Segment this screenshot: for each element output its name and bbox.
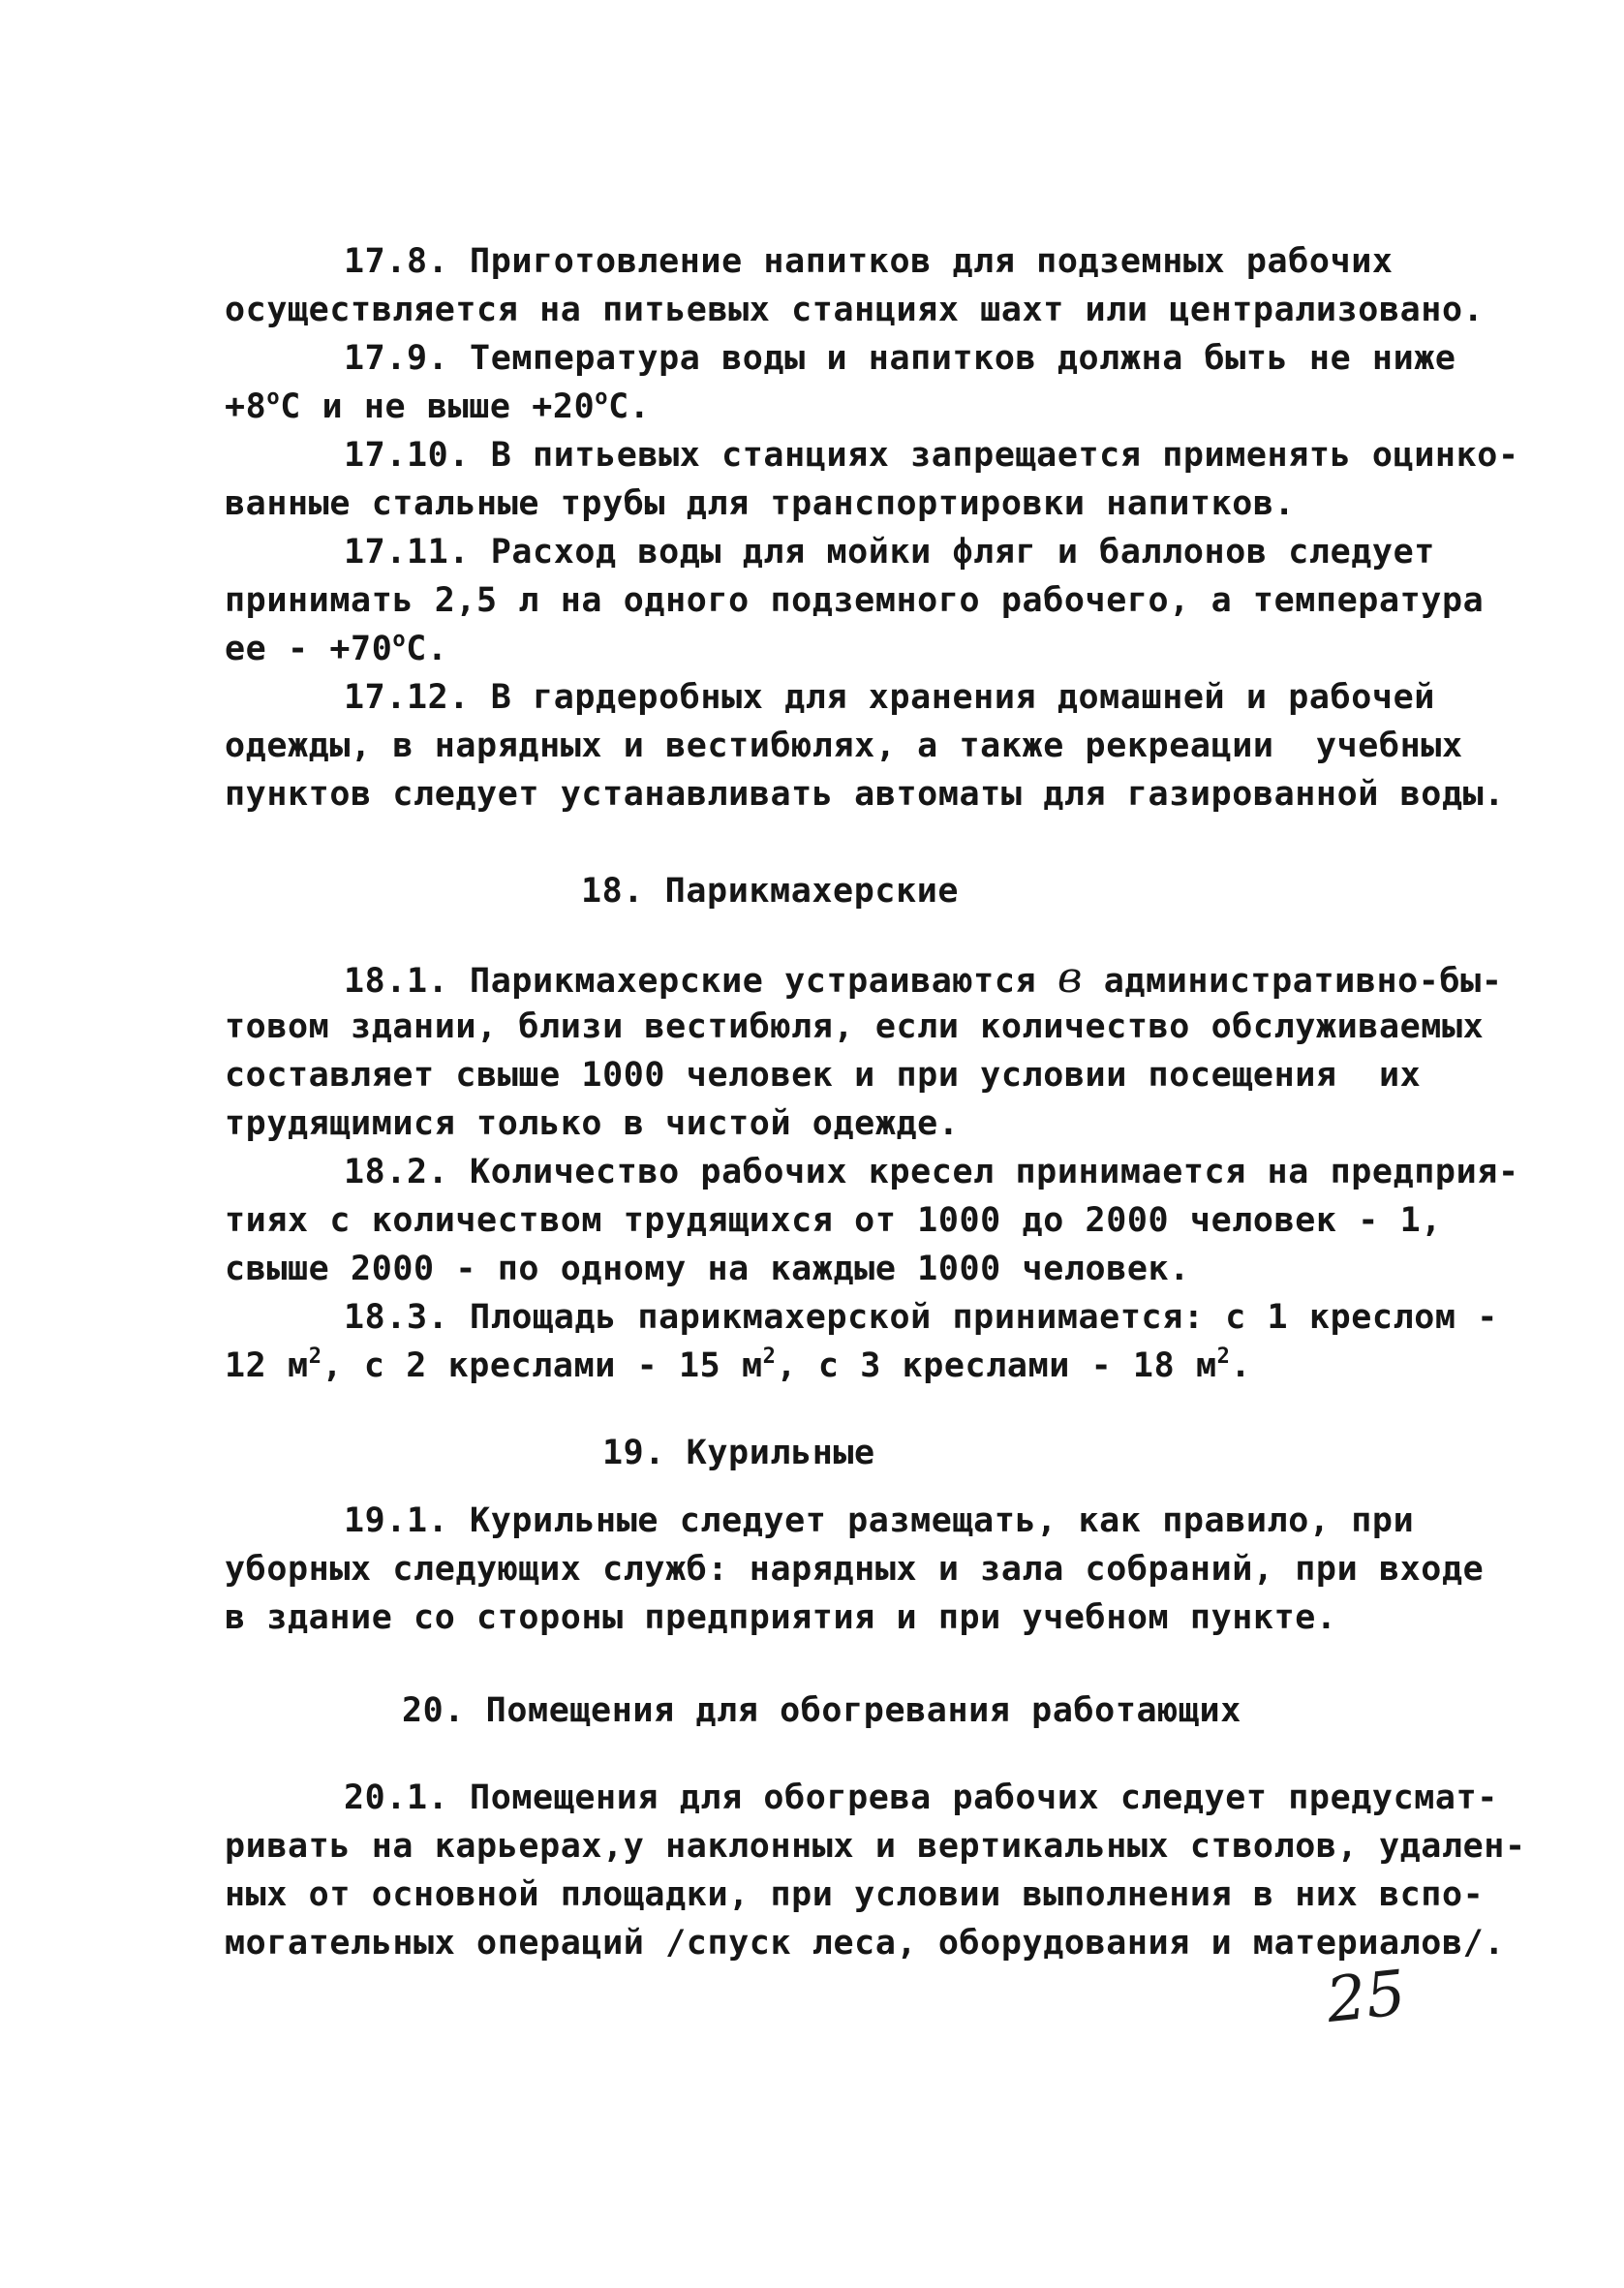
- para-18-2-line-1: 18.2. Количество рабочих кресел принимается на предприя-: [344, 1153, 1519, 1191]
- squared-sign: 2: [308, 1345, 322, 1369]
- temp-end: C.: [406, 630, 448, 668]
- para-17-8-line-2: осуществляется на питьевых станциях шахт или централизовано.: [225, 291, 1485, 329]
- section-heading-20: 20. Помещения для обогревания работающих: [402, 1691, 1241, 1730]
- para-18-3-line-2: [225, 1343, 1251, 1389]
- para-20-1-line-1: 20.1. Помещения для обогрева рабочих следует предусмат-: [344, 1778, 1498, 1817]
- temp-text: ее - +70: [225, 630, 393, 668]
- para-17-11-line-3: [225, 626, 448, 672]
- degree-sign: o: [392, 628, 407, 652]
- para-17-12-line-1: 17.12. В гардеробных для хранения домашней и рабочей: [344, 678, 1435, 717]
- para-17-12-line-2: одежды, в нарядных и вестибюлях, а также рекреации учебных: [225, 727, 1463, 765]
- area-end: .: [1230, 1346, 1252, 1385]
- temp-text: C и не выше +20: [280, 387, 596, 426]
- para-18-1-text-a: 18.1. Парикмахерские устраиваются: [344, 962, 1057, 1001]
- para-18-2-line-2: тиях с количеством трудящихся от 1000 до 2000 человек - 1,: [225, 1201, 1442, 1240]
- para-20-1-line-2: ривать на карьерах,у наклонных и вертикальных стволов, удален-: [225, 1827, 1526, 1866]
- section-heading-18: 18. Парикмахерские: [581, 872, 960, 911]
- squared-sign: 2: [1216, 1345, 1231, 1369]
- handwritten-correction: в: [1057, 953, 1084, 1003]
- para-19-1-line-2: уборных следующих служб: нарядных и зала собраний, при входе: [225, 1550, 1485, 1589]
- para-17-12-line-3: пунктов следует устанавливать автоматы для газированной воды.: [225, 775, 1505, 814]
- area-text: 12 м: [225, 1346, 309, 1385]
- para-18-1-line-3: составляет свыше 1000 человек и при условии посещения их: [225, 1056, 1422, 1095]
- para-20-1-line-3: ных от основной площадки, при условии выполнения в них вспо-: [225, 1875, 1485, 1914]
- para-18-2-line-3: свыше 2000 - по одному на каждые 1000 человек.: [225, 1250, 1190, 1288]
- para-17-10-line-1: 17.10. В питьевых станциях запрещается применять оцинко-: [344, 436, 1519, 475]
- para-17-11-line-1: 17.11. Расход воды для мойки фляг и баллонов следует: [344, 533, 1435, 572]
- degree-sign: o: [266, 386, 281, 410]
- temp-end: C.: [608, 387, 651, 426]
- para-17-8-line-1: 17.8. Приготовление напитков для подземных рабочих: [344, 242, 1394, 281]
- area-text: , с 3 креслами - 18 м: [776, 1346, 1217, 1385]
- section-heading-19: 19. Курильные: [602, 1434, 875, 1472]
- squared-sign: 2: [762, 1345, 777, 1369]
- degree-sign: o: [595, 386, 609, 410]
- para-17-9-line-2: [225, 384, 650, 430]
- para-18-1-line-4: трудящимися только в чистой одежде.: [225, 1104, 960, 1143]
- para-18-1-text-b: административно-бы-: [1083, 962, 1503, 1001]
- page-number: 25: [1323, 1957, 1410, 2038]
- temp-low: +8: [225, 387, 267, 426]
- para-19-1-line-3: в здание со стороны предприятия и при учебном пункте.: [225, 1598, 1337, 1637]
- para-20-1-line-4: могательных операций /спуск леса, оборудования и материалов/.: [225, 1924, 1505, 1963]
- para-17-10-line-2: ванные стальные трубы для транспортировки напитков.: [225, 484, 1296, 523]
- para-18-3-line-1: 18.3. Площадь парикмахерской принимается: с 1 креслом -: [344, 1298, 1498, 1337]
- para-17-11-line-2: принимать 2,5 л на одного подземного рабочего, а температура: [225, 581, 1485, 620]
- area-text: , с 2 креслами - 15 м: [322, 1346, 763, 1385]
- para-18-1-line-1: [344, 955, 1503, 1005]
- para-17-9-line-1: 17.9. Температура воды и напитков должна быть не ниже: [344, 339, 1456, 378]
- para-18-1-line-2: товом здании, близи вестибюля, если количество обслуживаемых: [225, 1007, 1485, 1046]
- para-19-1-line-1: 19.1. Курильные следует размещать, как правило, при: [344, 1501, 1415, 1540]
